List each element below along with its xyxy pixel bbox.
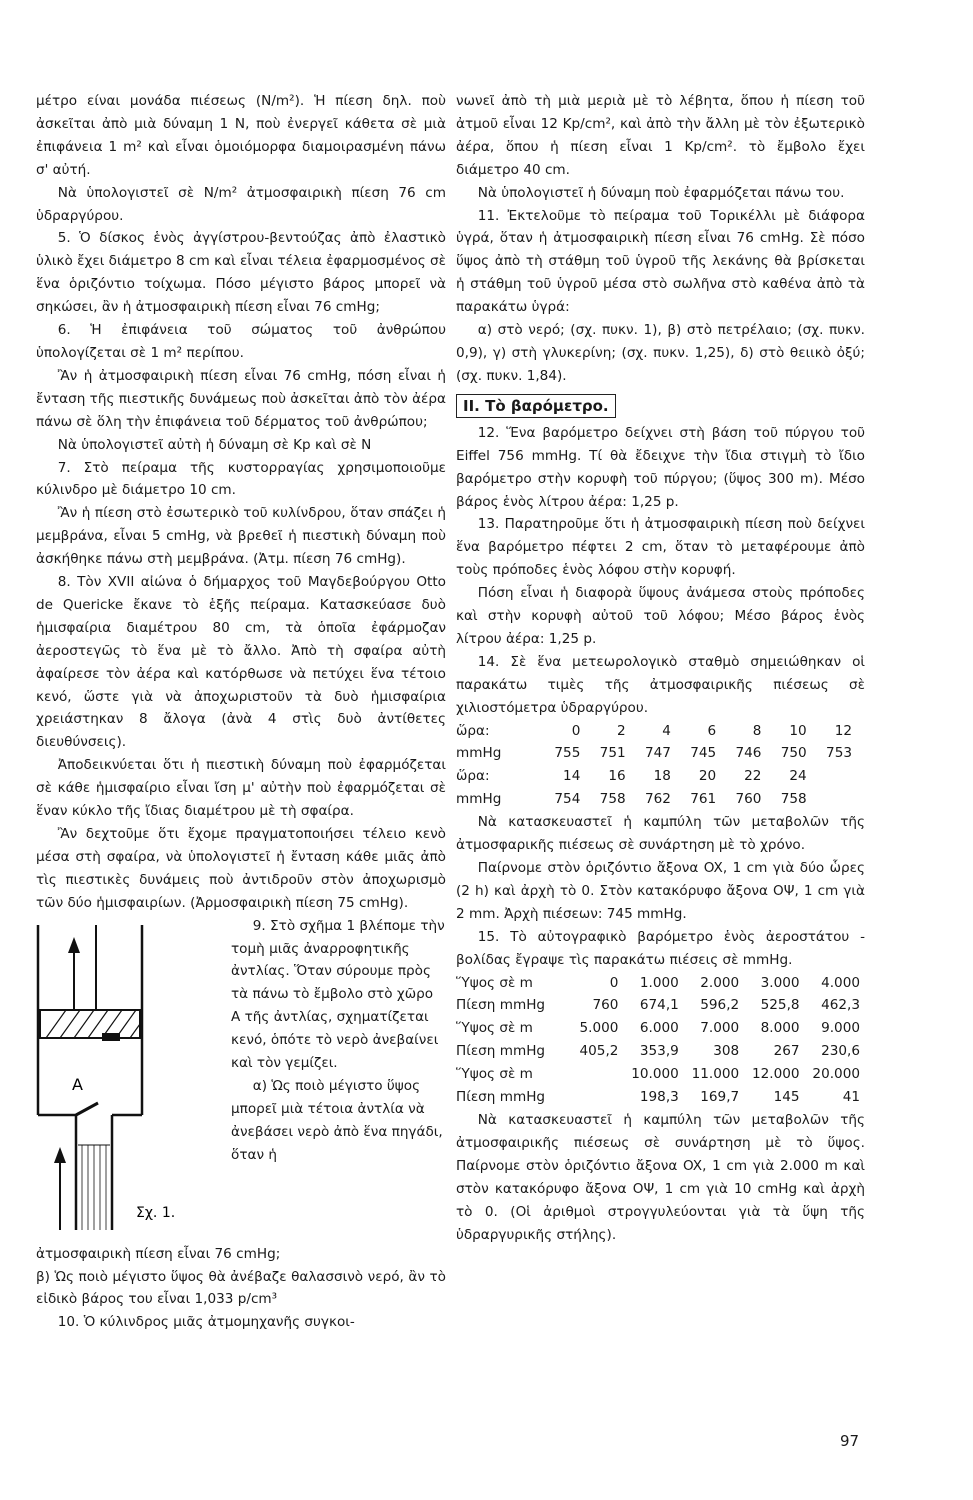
paragraph: Ἀποδεικνύεται ὅτι ἡ πιεστικὴ δύναμη ποὺ ἐφαρμόζεται σὲ κάθε ἡμισφαίριο εἶναι ἴση μ' αὐτὴν ποὺ ἐφαρμόζεται σὲ ἕναν κύκλο τῆς ἴδιας διαμέτρου μὲ τὴ σφαίρα. — [36, 757, 446, 820]
figure-side-text — [231, 915, 446, 1167]
section-heading: II. Τὸ βαρόμετρο. — [456, 394, 616, 418]
table-cell: ὥρα: — [456, 768, 490, 785]
exercise-8: 8. Τὸν XVII αἰώνα ὁ δήμαρχος τοῦ Μαγδεβούργου Otto de Quericke ἔκανε τὸ ἑξῆς πείραμα. Κατασκεύασε δυὸ ἡμισφαίρια διαμέτρου 80 cm, τὰ ὁποῖα ἐφάρμοζαν ἀεροστεγῶς τὸ ἕνα μὲ τὸ ἄλλο. Ἀπὸ τὴ σφαίρα αὐτὴ ἀφαίρεσε τὸν ἀέρα καὶ κατόρθωσε νὰ πετύχει ἕνα τέτοιο κενό, ὥστε γιὰ νὰ ἀποχωριστοῦν τὰ δυὸ ἡμισφαίρια χρειάστηκαν 8 ἄλογα (ἀνὰ 4 στὶς δυὸ ἀντίθετες διευθύνσεις). — [36, 574, 446, 751]
table-cell: 2 — [616, 722, 626, 739]
table-row — [456, 1017, 860, 1040]
table-cell: 1.000 — [639, 974, 679, 991]
table-cell: 758 — [780, 791, 807, 808]
table-cell: 760 — [735, 791, 762, 808]
paragraph: α) Ὡς ποιὸ μέγιστο ὕψος μπορεῖ μιὰ τέτοια ἀντλία νὰ ἀνεβάσει νερὸ ἀπὸ ἕνα πηγάδι, ὅταν ἡ — [231, 1077, 443, 1163]
table-cell: 2.000 — [700, 974, 740, 991]
table-cell: Πίεση mmHg — [456, 997, 546, 1014]
table-cell: 9.000 — [821, 1020, 860, 1037]
paragraph: Νὰ ὑπολογιστεῖ σὲ N/m² ἀτμοσφαιρικὴ πίεση 76 cm ὑδραργύρου. — [36, 184, 446, 224]
table-cell: 12.000 — [751, 1066, 800, 1083]
table-cell: ὥρα: — [456, 722, 490, 739]
paragraph: β) Ὡς ποιὸ μέγιστο ὕψος θὰ ἀνέβαζε θαλασσινὸ νερό, ἂν τὸ εἰδικὸ βάρος του εἶναι 1,033 p/cm³ — [36, 1268, 446, 1308]
paragraph: ἀτμοσφαιρικὴ πίεση εἶναι 76 cmHg; — [36, 1245, 281, 1262]
exercise-6: 6. Ἡ ἐπιφάνεια τοῦ σώματος τοῦ ἀνθρώπου ὑπολογίζεται σὲ 1 m² περίπου. — [36, 322, 446, 361]
exercise-11: 11. Ἐκτελοῦμε τὸ πείραμα τοῦ Τορικέλλι μὲ διάφορα ὑγρά, ὅταν ἡ ἀτμοσφαιρικὴ πίεση εἶναι 76 cmHg. Σὲ πόσο ὕψος ἀπὸ τὴ στάθμη τοῦ ὑγροῦ τῆς λεκάνης θὰ βρίσκεται ἡ στάθμη τοῦ ὑγροῦ μέσα στὸ σωλῆνα στὸ καθένα ἀπὸ τὰ παρακάτω ὑγρά: — [456, 207, 865, 316]
table-cell: 22 — [744, 768, 762, 785]
table-cell: Ὕψος σὲ m — [456, 1020, 533, 1037]
pump-diagram — [36, 925, 196, 1230]
paragraph: Νὰ ὑπολογιστεῖ ἡ δύναμη ποὺ ἐφαρμόζεται πάνω του. — [477, 184, 845, 201]
table-cell: 24 — [789, 768, 807, 785]
table-cell: 20 — [698, 768, 717, 785]
exercise-5: 5. Ὁ δίσκος ἑνὸς ἀγγίστρου-βεντούζας ἀπὸ ἐλαστικὸ ὑλικὸ ἔχει διάμετρο 8 cm καὶ εἶναι τέλεια ἐφαρμοσμένος σὲ ἕνα ὁριζόντιο τοίχωμα. Πόσο μέγιστο βάρος μπορεῖ νὰ σηκώσει, ἂν ἡ ἀτμοσφαιρικὴ πίεση εἶναι 76 cmHg; — [36, 230, 446, 316]
table-cell: Ὕψος σὲ m — [456, 974, 533, 991]
table-cell: 267 — [773, 1043, 800, 1060]
table-cell: 760 — [592, 997, 619, 1014]
right-column — [456, 90, 865, 1246]
table-cell: 6 — [707, 722, 717, 739]
table-cell: 0 — [609, 974, 619, 991]
table-cell: 169,7 — [700, 1089, 740, 1106]
pressure-altitude-table — [456, 972, 860, 1109]
left-column — [36, 90, 446, 1334]
table-cell: 596,2 — [700, 997, 740, 1014]
figure-caption: Σχ. 1. — [136, 1204, 176, 1221]
table-cell: 20.000 — [812, 1066, 860, 1083]
paragraph: Ἂν δεχτοῦμε ὅτι ἔχομε πραγματοποιήσει τέλειο κενὸ μέσα στὴ σφαίρα, νὰ ὑπολογιστεῖ ἡ ἔνταση κάθε μιᾶς ἀπὸ τὶς πιεστικὲς δυνάμεις ποὺ ἀντιδροῦν στὸν ἀποχωρισμὸ τῶν δύο ἡμισφαιρίων. (Ἀρμοσφαιρικὴ πίεση 75 cmHg). — [36, 826, 446, 911]
table-cell: 145 — [773, 1089, 800, 1106]
pressure-time-table — [456, 720, 852, 812]
table-cell: 3.000 — [760, 974, 800, 991]
table-cell — [807, 765, 852, 788]
paragraph: Νὰ ὑπολογιστεῖ αὐτὴ ἡ δύναμη σὲ Kp καὶ σὲ N — [57, 436, 372, 453]
table-cell: 0 — [571, 722, 581, 739]
table-row — [456, 994, 860, 1017]
table-row — [456, 788, 852, 811]
paragraph: Παίρνομε στὸν ὁριζόντιο ἄξονα OX, 1 cm γιὰ δύο ὧρες (2 h) καὶ ἀρχὴ τὸ 0. Στὸν κατακόρυφο ἄξονα OΨ, 1 cm γιὰ 2 mm. Ἀρχὴ πιέσεων: 745 mmHg. — [456, 860, 865, 922]
table-cell: 230,6 — [821, 1043, 860, 1060]
table-cell: 4 — [662, 722, 671, 739]
table-cell: 762 — [644, 791, 671, 808]
table-cell: 10 — [789, 722, 807, 739]
table-cell: 6.000 — [639, 1020, 679, 1037]
table-cell: 8 — [752, 722, 762, 739]
exercise-7: 7. Στὸ πείραμα τῆς κυστορραγίας χρησιμοποιοῦμε κύλινδρο μὲ διάμετρο 10 cm. — [36, 459, 446, 499]
paragraph: νωνεῖ ἀπὸ τὴ μιὰ μεριὰ μὲ τὸ λέβητα, ὅπου ἡ πίεση τοῦ ἀτμοῦ εἶναι 12 Kp/cm², καὶ ἀπὸ τὴν ἄλλη μὲ τὸν ἐξωτερικὸ ἀέρα, ὅπου ἡ πίεση εἶναι 1 Kp/cm². τὸ ἔμβολο ἔχει διάμετρο 40 cm. — [456, 93, 865, 178]
table-cell: 462,3 — [821, 997, 860, 1014]
table-cell: 745 — [690, 745, 717, 762]
exercise-13: 13. Παρατηροῦμε ὅτι ἡ ἀτμοσφαιρικὴ πίεση ποὺ δείχνει ἕνα βαρόμετρο πέφτει 2 cm, ὅταν τὸ μεταφέρουμε ἀπὸ τοὺς πρόποδες ἑνὸς λόφου στὴν κορυφή. — [456, 516, 865, 579]
table-cell: 5.000 — [579, 1020, 619, 1037]
table-cell: 758 — [599, 791, 626, 808]
paragraph: Πόση εἶναι ἡ διαφορὰ ὕψους ἀνάμεσα στοὺς πρόποδες καὶ στὴν κορυφὴ αὐτοῦ τοῦ λόφου; Μέσο βάρος ἑνὸς λίτρου ἀέρα: 1,25 p. — [456, 585, 865, 647]
exercise-10: 10. Ὁ κύλινδρος μιᾶς ἀτμομηχανῆς συγκοι- — [57, 1314, 355, 1331]
table-row — [456, 1063, 860, 1086]
table-cell: 747 — [644, 745, 671, 762]
table-cell: 8.000 — [760, 1020, 800, 1037]
table-row — [456, 765, 852, 788]
exercise-9: 9. Στὸ σχῆμα 1 βλέπομε τὴν τομὴ μιᾶς ἀναρροφητικῆς ἀντλίας. Ὅταν σύρουμε πρὸς τὰ πάνω τὸ ἔμβολο στὸ χῶρο A τῆς ἀντλίας, σχηματίζεται κενό, ὁπότε τὸ νερὸ ἀνεβαίνει καὶ τὸν γεμίζει. — [231, 917, 445, 1072]
table-cell: 198,3 — [639, 1089, 679, 1106]
table-cell: mmHg — [456, 745, 502, 762]
table-cell: 18 — [653, 768, 671, 785]
table-cell: 4.000 — [821, 974, 860, 991]
table-row — [456, 742, 852, 765]
paragraph: Ἂν ἡ πίεση στὸ ἐσωτερικὸ τοῦ κυλίνδρου, ὅταν σπάζει ἡ μεμβράνα, εἶναι 5 cmHg, νὰ βρεθεῖ ἡ πιεστικὴ δύναμη ποὺ ἀσκήθηκε πάνω στὴ μεμβράνα. (Ἀτμ. πίεση 76 cmHg). — [36, 505, 446, 568]
table-cell: mmHg — [456, 791, 502, 808]
exercise-12: 12. Ἕνα βαρόμετρο δείχνει στὴ βάση τοῦ πύργου τοῦ Eiffel 756 mmHg. Τί θὰ ἔδειχνε τὴν ἴδια στιγμὴ τὸ ἴδιο βαρόμετρο στὴν κορυφὴ τοῦ πύργου; (ὕψος 300 m). Μέσο βάρος ἑνὸς λίτρου ἀέρα: 1,25 p. — [456, 424, 865, 510]
exercise-14: 14. Σὲ ἕνα μετεωρολογικὸ σταθμὸ σημειώθηκαν οἱ παρακάτω τιμὲς τῆς ἀτμοσφαιρικῆς πιέσεως σὲ χιλιοστόμετρα ὑδραργύρου. — [456, 653, 865, 716]
table-cell: 7.000 — [700, 1020, 740, 1037]
table-cell: Ὕψος σὲ m — [456, 1066, 533, 1083]
figure-block — [36, 915, 446, 1243]
table-cell: 751 — [599, 745, 626, 762]
table-cell: 750 — [780, 745, 807, 762]
table-cell: 12 — [834, 722, 852, 739]
table-cell: 755 — [554, 745, 581, 762]
table-cell: 525,8 — [760, 997, 800, 1014]
table-cell: Πίεση mmHg — [456, 1043, 546, 1060]
table-cell: 754 — [554, 791, 581, 808]
table-cell: 11.000 — [691, 1066, 740, 1083]
table-row — [456, 1086, 860, 1109]
table-row — [456, 1040, 860, 1063]
paragraph: μέτρο είναι μονάδα πιέσεως (N/m²). Ἡ πίεση δηλ. ποὺ ἀσκεῖται ἀπὸ μιὰ δύναμη 1 N, ποὺ ἐνεργεῖ κάθετα σὲ μιὰ ἐπιφάνεια 1 m² καὶ εἶναι ὁμοιόμορφα διαμοιρασμένη πάνω σ' αὐτή. — [36, 93, 446, 178]
table-row — [456, 720, 852, 743]
table-cell — [569, 1086, 618, 1109]
table-cell — [807, 788, 852, 811]
table-cell: Πίεση mmHg — [456, 1089, 546, 1106]
table-cell: 761 — [690, 791, 717, 808]
table-cell: 746 — [735, 745, 762, 762]
exercise-15: 15. Τὸ αὐτογραφικὸ βαρόμετρο ἑνὸς ἀεροστάτου - βολίδας ἔγραψε τὶς παρακάτω πιέσεις σὲ mmHg. — [456, 928, 865, 968]
table-cell: 353,9 — [639, 1043, 679, 1060]
paragraph: Νὰ κατασκευαστεῖ ἡ καμπύλη τῶν μεταβολῶν τῆς ἀτμοσφαρικῆς πιέσεως σὲ συνάρτηση μὲ τὸ χρόνο. — [456, 814, 865, 854]
table-cell: 10.000 — [631, 1066, 679, 1083]
figure-label-a: A — [72, 1074, 83, 1094]
table-cell: 753 — [826, 745, 852, 762]
page-number: 97 — [840, 1432, 860, 1450]
paragraph: Ἂν ἡ ἀτμοσφαιρικὴ πίεση εἶναι 76 cmHg, πόση εἶναι ἡ ἔνταση τῆς πιεστικῆς δυνάμεως ποὺ ἀσκεῖται ἀπὸ τὸν ἀέρα πάνω σὲ ὅλη τὴν ἐπιφάνεια τοῦ δέρματος τοῦ ἀνθρώπου; — [36, 367, 446, 430]
table-cell: 405,2 — [579, 1043, 619, 1060]
table-row — [456, 972, 860, 995]
table-cell: 308 — [713, 1043, 740, 1060]
table-cell: 41 — [842, 1089, 860, 1106]
table-cell: 16 — [608, 768, 626, 785]
paragraph: Νὰ κατασκευαστεῖ ἡ καμπύλη τῶν μεταβολῶν τῆς ἀτμοσφαιρικῆς πιέσεως σὲ συνάρτηση μὲ τὸ ὕψος. Παίρνομε στὸν ὁριζόντιο ἄξονα OX, 1 cm γιὰ 2.000 m καὶ στὸν κατακόρυφο ἄξονα OΨ, 1 cm γιὰ 10 cmHg καὶ ἀρχὴ τὸ 0. (Οἱ ἀριθμοὶ στρογγυλεύονται γιὰ τὰ ὕψη τῆς ὑδραργυρικῆς στήλης). — [456, 1111, 865, 1243]
table-cell — [569, 1063, 618, 1086]
table-cell: 14 — [563, 768, 581, 785]
paragraph: α) στὸ νερό; (σχ. πυκν. 1), β) στὸ πετρέλαιο; (σχ. πυκν. 0,9), γ) στὴ γλυκερίνη; (σχ. πυκν. 1,25), δ) στὸ θειικὸ ὀξύ; (σχ. πυκν. 1,84). — [456, 322, 865, 384]
table-cell: 674,1 — [639, 997, 679, 1014]
